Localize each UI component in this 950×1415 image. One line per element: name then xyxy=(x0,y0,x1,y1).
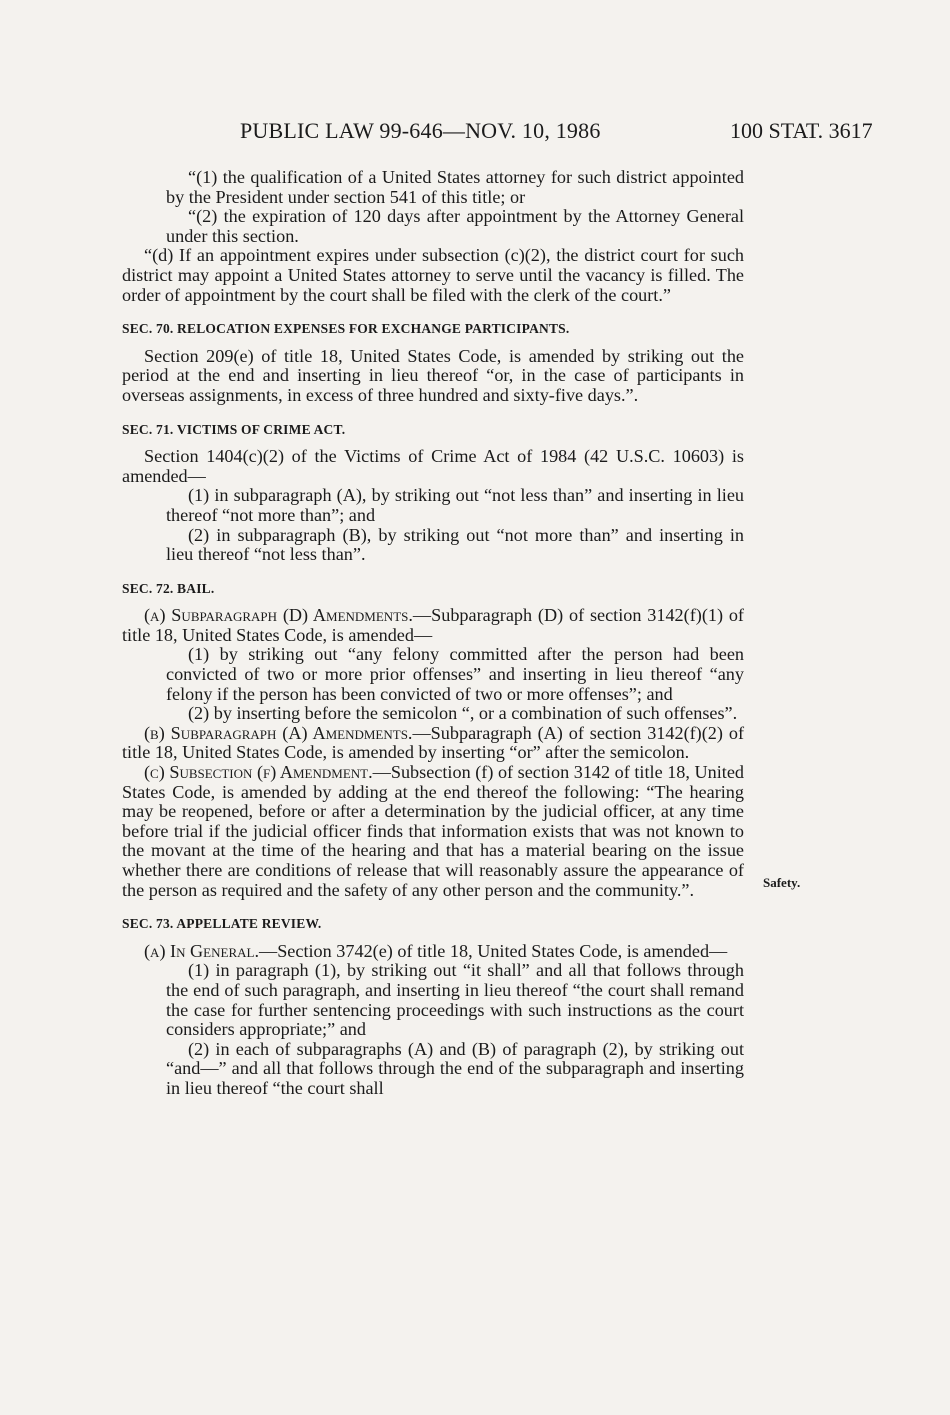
section-72-subsection-b xyxy=(122,724,744,763)
section-72-c-label: (c) Subsection (f) Amendment. xyxy=(144,762,373,783)
section-71-body: Section 1404(c)(2) of the Victims of Crime Act of 1984 (42 U.S.C. 10603) is amended— xyxy=(122,446,744,486)
clause-c2: “(2) the expiration of 120 days after appointment by the Attorney General under this section. xyxy=(166,206,744,246)
section-71-para-2: (2) in subparagraph (B), by striking out “not more than” and inserting in lieu thereof “not less than”. xyxy=(166,524,744,565)
subsection-d: “(d) If an appointment expires under subsection (c)(2), the district court for such district may appoint a United States attorney to serve until the vacancy is filled. The order of appointment by the court shall be filed with the clerk of the court.” xyxy=(122,245,744,305)
document-body xyxy=(122,168,744,1099)
stat-reference: 100 STAT. 3617 xyxy=(730,118,873,143)
section-73-subsection-a xyxy=(122,942,744,962)
section-72-b-text: —Subparagraph (A) of section 3142(f)(2) of title 18, United States Code, is amended by inserting “or” after the semicolon. xyxy=(122,722,744,763)
section-73-a-text: —Section 3742(e) of title 18, United States Code, is amended— xyxy=(259,940,728,961)
clause-c1: “(1) the qualification of a United States attorney for such district appointed by the President under section 541 of this title; or xyxy=(166,167,744,207)
section-73-a-para-2: (2) in each of subparagraphs (A) and (B) of paragraph (2), by striking out “and—” and all that follows through the end of the subparagraph and inserting in lieu thereof “the court shall xyxy=(166,1038,744,1098)
section-72-a-text: —Subparagraph (D) of section 3142(f)(1) of title 18, United States Code, is amended— xyxy=(122,605,744,645)
section-72-a-label: (a) Subparagraph (D) Amendments. xyxy=(144,605,413,626)
section-72-a-para-2: (2) by inserting before the semicolon “, or a combination of such offenses”. xyxy=(188,703,738,724)
section-71-para-1: (1) in subparagraph (A), by striking out “not less than” and inserting in lieu thereof “not more than”; and xyxy=(166,485,744,525)
section-70-heading: SEC. 70. RELOCATION EXPENSES FOR EXCHANGE PARTICIPANTS. xyxy=(122,321,570,337)
section-72-heading: SEC. 72. BAIL. xyxy=(122,580,215,596)
margin-note-safety: Safety. xyxy=(763,875,801,890)
section-72-subsection-c xyxy=(122,763,744,900)
section-73-a-para-1: (1) in paragraph (1), by striking out “it shall” and all that follows through the end of such paragraph, and inserting in lieu thereof “the court shall remand the case for further sentencing proceedings with such instructions as the court considers appropriate;” and xyxy=(166,960,744,1040)
section-72-c-text: —Subsection (f) of section 3142 of title 18, United States Code, is amended by adding at the end thereof the following: “The hearing may be reopened, before or after a determination by the judicial officer, at any time before trial if the judicial officer finds that information exists that was not known to the movant at the time of the hearing and that has a material bearing on the issue whether there are conditions of release that will reasonably assure the appearance of the person as required and the safety of any other person and the community.”. xyxy=(122,762,744,900)
section-73-heading: SEC. 73. APPELLATE REVIEW. xyxy=(122,916,322,932)
section-73-a-label: (a) In General. xyxy=(144,940,259,961)
law-title-header: PUBLIC LAW 99-646—NOV. 10, 1986 xyxy=(240,118,601,143)
section-72-subsection-a xyxy=(122,606,744,645)
section-70-body: Section 209(e) of title 18, United States Code, is amended by striking out the period at the end and inserting in lieu thereof “or, in the case of participants in overseas assignments, in excess of three hundred and sixty-five days.”. xyxy=(122,345,744,405)
section-72-a-para-1: (1) by striking out “any felony committed after the person had been convicted of two or more prior offenses” and inserting in lieu thereof “any felony if the person has been convicted of two or more offenses”; and xyxy=(166,644,744,704)
section-72-b-label: (b) Subparagraph (A) Amendments. xyxy=(144,722,413,743)
section-71-heading: SEC. 71. VICTIMS OF CRIME ACT. xyxy=(122,421,346,437)
